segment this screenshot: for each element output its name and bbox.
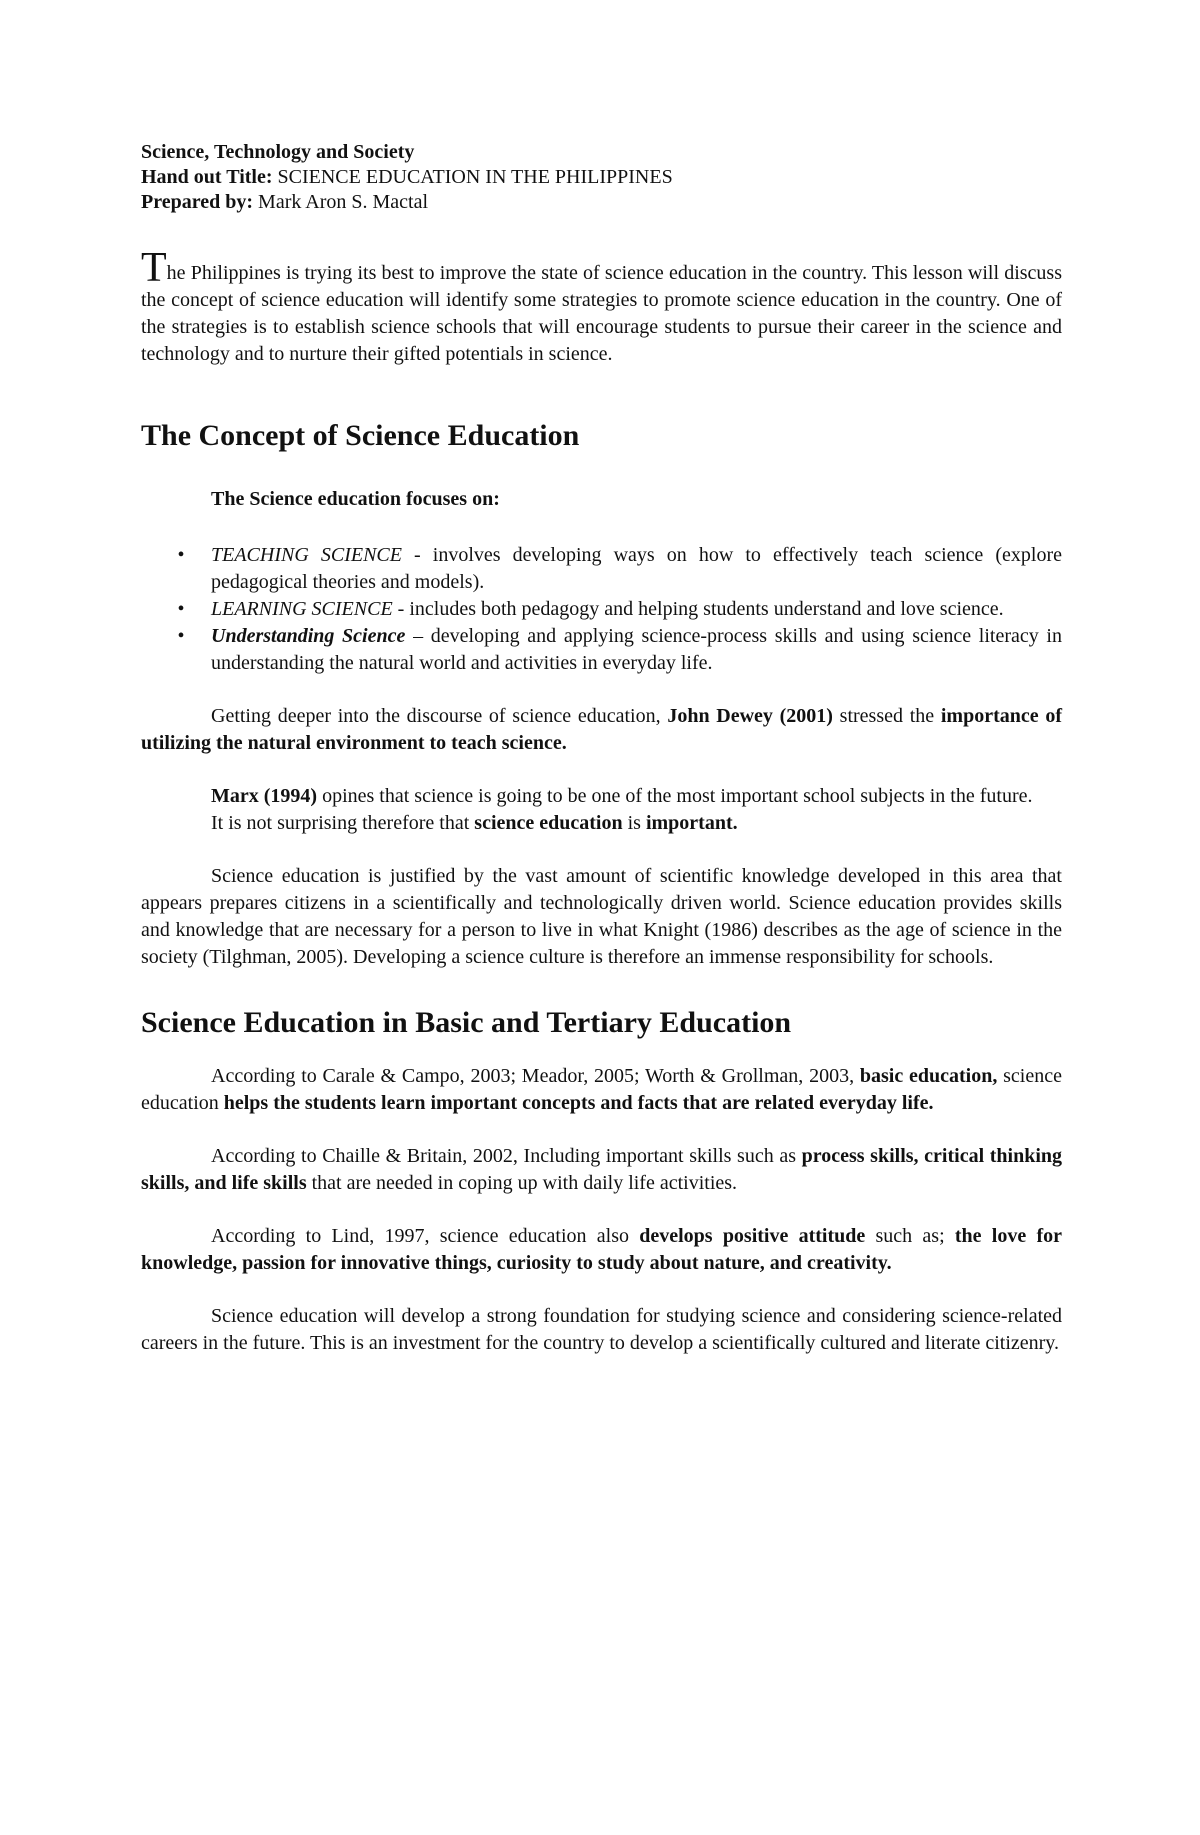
bullet-icon: • xyxy=(177,544,185,566)
list-item: • LEARNING SCIENCE - includes both pedagogy and helping students understand and love science. xyxy=(141,596,1062,623)
list-item: • Understanding Science – developing and applying science-process skills and using science literacy in understanding the natural world and activities in everyday life. xyxy=(141,623,1062,677)
bullet-icon: • xyxy=(177,625,185,647)
dewey-paragraph: Getting deeper into the discourse of science education, John Dewey (2001) stressed the importance of utilizing the natural environment to teach science. xyxy=(141,705,1062,754)
section-heading-concept: The Concept of Science Education xyxy=(141,419,580,452)
foundation-paragraph: Science education will develop a strong foundation for studying science and considering science-related careers in the future. This is an investment for the country to develop a scientifically cultured and literate citizenry. xyxy=(141,1305,1062,1354)
handout-header xyxy=(141,140,1062,215)
section-heading-basic-tertiary: Science Education in Basic and Tertiary Education xyxy=(141,1006,792,1039)
handout-title: Hand out Title: SCIENCE EDUCATION IN THE PHILIPPINES xyxy=(141,166,673,188)
bullet-icon: • xyxy=(177,598,185,620)
importance-paragraph: It is not surprising therefore that science education is important. xyxy=(211,812,738,834)
course-title: Science, Technology and Society xyxy=(141,141,415,163)
carale-paragraph: According to Carale & Campo, 2003; Meador, 2005; Worth & Grollman, 2003, basic education, science education helps the students learn important concepts and facts that are related everyday life. xyxy=(141,1065,1062,1114)
chaille-paragraph: According to Chaille & Britain, 2002, Including important skills such as process skills, critical thinking skills, and life skills that are needed in coping up with daily life activities. xyxy=(141,1145,1063,1194)
intro-paragraph: The Philippines is trying its best to improve the state of science education in the country. This lesson will discuss the concept of science education will identify some strategies to promote science education in the country. One of the strategies is to establish science schools that will encourage students to pursue their career in the science and technology and to nurture their gifted potentials in science. xyxy=(141,245,1062,365)
list-term: Understanding Science xyxy=(211,625,406,647)
drop-cap: T xyxy=(141,245,167,291)
list-item: • TEACHING SCIENCE - involves developing ways on how to effectively teach science (explore pedagogical theories and models). xyxy=(141,542,1062,596)
marx-paragraph: Marx (1994) opines that science is going to be one of the most important school subjects in the future. xyxy=(211,785,1033,807)
list-term: LEARNING SCIENCE xyxy=(211,598,393,620)
lind-paragraph: According to Lind, 1997, science education also develops positive attitude such as; the love for knowledge, passion for innovative things, curiosity to study about nature, and creativity. xyxy=(141,1225,1062,1274)
list-term: TEACHING SCIENCE xyxy=(211,544,402,566)
focus-subheading: The Science education focuses on: xyxy=(211,488,500,510)
prepared-by: Prepared by: Mark Aron S. Mactal xyxy=(141,191,429,213)
focus-list xyxy=(141,542,1062,677)
justified-paragraph: Science education is justified by the vast amount of scientific knowledge developed in this area that appears prepares citizens in a scientifically and technologically driven world. Science education provides skills and knowledge that are necessary for a person to live in what Knight (1986) describes as the age of science in the society (Tilghman, 2005). Developing a science culture is therefore an immense responsibility for schools. xyxy=(141,865,1062,968)
